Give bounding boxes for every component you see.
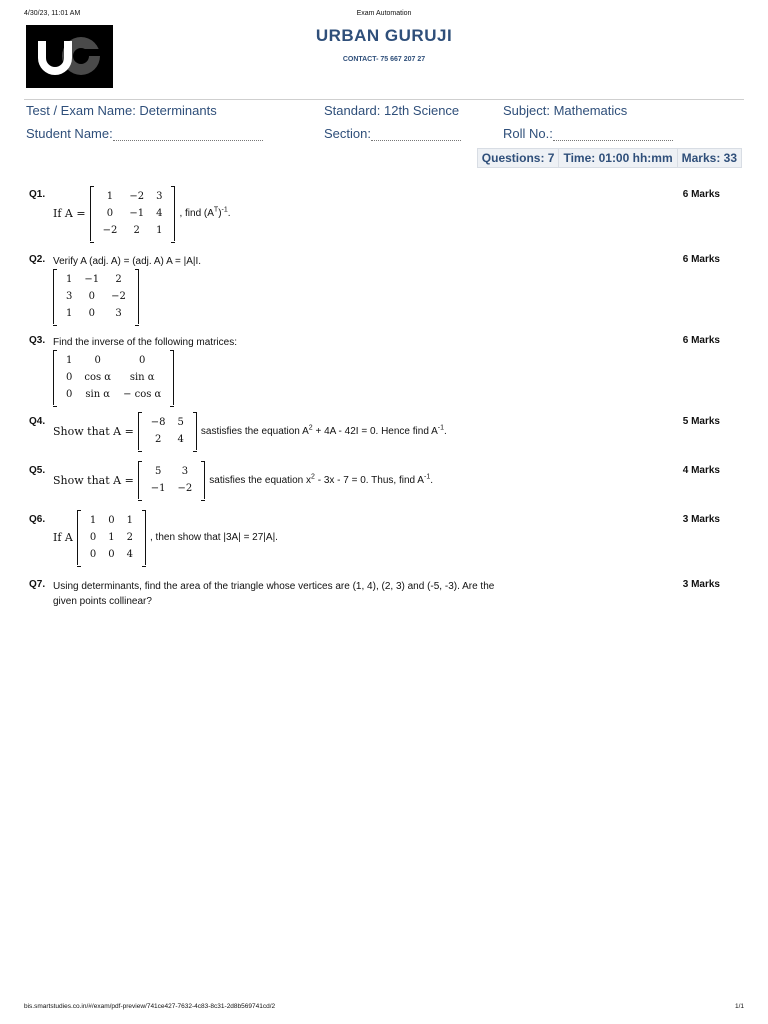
exam-name: Test / Exam Name: Determinants <box>26 103 217 118</box>
question-number: Q1. <box>29 189 46 200</box>
subject: Subject: Mathematics <box>503 103 628 118</box>
question-text: sastisfies the equation $A^2 + 4A - 42I = 0$. Hence find $A^{-1}$. <box>200 424 447 437</box>
matrix-cell: −2 <box>129 191 145 202</box>
question-number: Q4. <box>29 416 46 427</box>
question-prefix: If A <box>53 531 73 544</box>
matrix-cell: 4 <box>156 208 163 219</box>
section-field <box>324 126 461 141</box>
question-4 <box>29 416 720 452</box>
question-number: Q5. <box>29 465 46 476</box>
question-number: Q6. <box>29 514 46 525</box>
question-2 <box>29 254 720 319</box>
student-name-field <box>26 126 263 141</box>
matrix-cell: 1 <box>106 191 114 202</box>
matrix: 1 −1 2 3 0 −2 1 0 3 <box>53 269 139 324</box>
question-number: Q2. <box>29 254 46 265</box>
header-divider <box>24 99 744 100</box>
matrix-cell: 3 <box>156 191 163 202</box>
matrix-cell: −1 <box>129 208 145 219</box>
question-text: Verify A (adj. A) = (adj. A) A = |A|I. <box>53 256 202 267</box>
section-blank <box>371 127 461 141</box>
total-marks: Marks: 33 <box>677 149 741 167</box>
question-3 <box>29 335 720 400</box>
question-marks: 6 Marks <box>682 254 720 265</box>
question-number: Q7. <box>29 579 46 590</box>
question-marks: 5 Marks <box>682 416 720 427</box>
print-header <box>24 10 744 22</box>
question-text: Find the inverse of the following matrices: <box>53 337 237 348</box>
question-marks: 4 Marks <box>682 465 720 476</box>
matrix-cell: −2 <box>102 225 118 236</box>
student-name-label: Student Name: <box>26 126 113 141</box>
questions-count: Questions: 7 <box>481 151 555 165</box>
page-number: 1/1 <box>734 1003 744 1010</box>
question-marks: 3 Marks <box>682 579 720 590</box>
time-limit: Time: 01:00 hh:mm <box>558 149 676 167</box>
print-footer <box>24 1003 744 1010</box>
question-marks: 6 Marks <box>682 189 720 200</box>
print-title: Exam Automation <box>356 10 412 17</box>
section-label: Section: <box>324 126 371 141</box>
brand-name: URBAN GURUJI <box>315 26 453 45</box>
matrix: 1 0 1 0 1 2 0 0 4 <box>77 510 146 565</box>
question-6 <box>29 514 720 564</box>
roll-field <box>503 126 673 141</box>
matrix-cell: 1 <box>156 225 163 236</box>
question-text: , then show that |3A| = 27|A|. <box>149 532 278 543</box>
question-5 <box>29 465 720 501</box>
question-7 <box>29 579 720 611</box>
matrix-cell: 2 <box>133 225 140 236</box>
matrix <box>90 186 176 241</box>
brand-block <box>0 26 768 63</box>
exam-stats <box>477 148 742 168</box>
matrix: −8 5 2 4 <box>138 412 197 450</box>
question-marks: 3 Marks <box>682 514 720 525</box>
matrix-cell: 0 <box>106 208 114 219</box>
question-number: Q3. <box>29 335 46 346</box>
standard: Standard: 12th Science <box>324 103 460 118</box>
matrix: 5 3 −1 −2 <box>138 461 206 499</box>
question-1 <box>29 189 720 239</box>
question-marks: 6 Marks <box>682 335 720 346</box>
question-text: satisfies the equation $x^2 - 3x - 7 = 0$. Thus, find $A^{-1}$. <box>209 473 433 486</box>
student-name-blank <box>113 127 263 141</box>
question-text-line2: given points collinear? <box>53 596 152 607</box>
question-prefix: If A = <box>53 207 86 220</box>
question-prefix: Show that A = <box>53 473 134 487</box>
brand-contact: CONTACT- 75 667 207 27 <box>342 56 426 63</box>
question-prefix: Show that A = <box>53 424 134 438</box>
roll-blank <box>553 127 673 141</box>
question-text-line1: Using determinants, find the area of the triangle whose vertices are (1, 4), (2, 3) and (-5, -3). Are the <box>53 581 495 592</box>
matrix: 1 0 0 0 cos α sin α 0 sin α − cos α <box>53 350 174 405</box>
print-timestamp: 4/30/23, 11:01 AM <box>24 10 81 17</box>
roll-label: Roll No.: <box>503 126 553 141</box>
question-text: , find $(A^T)^{-1}$. <box>179 206 231 219</box>
footer-url: bis.smartstudies.co.in/#/exam/pdf-preview/741ce427-7632-4c83-8c31-2d8b569741cd/2 <box>24 1003 276 1010</box>
